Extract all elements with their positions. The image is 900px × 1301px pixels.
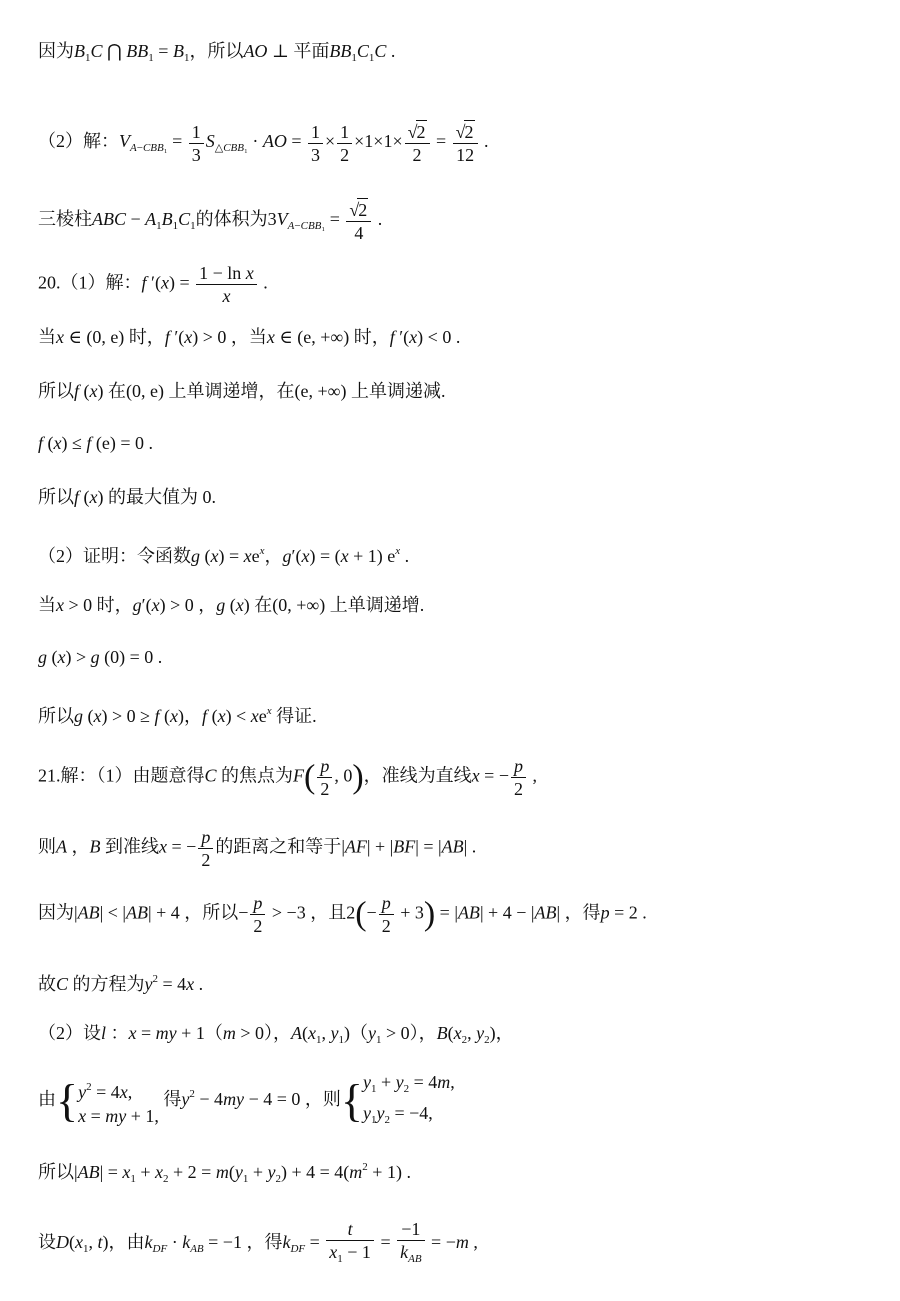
line-14: 则A ，B 到准线x = − $\frac{p}{2}$ 的距离之和等于|AF| + |BF| = |AB| .	[38, 827, 477, 870]
line-12: 所以g (x) > 0 ≥ f (x)，f $(x) < xe^x$ 得证.	[38, 705, 317, 726]
line-19: 所以$|AB| = x_1 + x_2 + 2 = m(y_1 + y_2) + 4 = 4(m^2 + 1)$ .	[38, 1161, 411, 1185]
line-10: 当x > 0 时，g′(x) > 0 ，g (x) 在(0, +∞) 上单调递增.	[38, 595, 425, 615]
line-4: 20.（1）解：f ′(x) = $\frac{\text{1 − ln x}}{x}$ .	[38, 263, 268, 306]
line-18: 由{ $y^2 = 4x$, x = my + 1, 得$y^2 - 4my - 4 = 0$ ，则{ $y_1 + y_2 = 4m$, $y_1y_2 = -4$,	[38, 1072, 455, 1126]
line-16: 故C 的方程为$y^2 = 4x$ .	[38, 973, 204, 994]
line-2: （2）解：$V_{A-CBB_1}$ = $\frac{1}{3}$ $S_{\triangle CBB_1}$ · AO = $\frac{1}{3}$ × $\frac{1}{2}$ ×1×1× $\frac{√2}{2}$ = $\frac{√2}{12}$ .	[38, 121, 489, 165]
line-5: 当x ∈ (0, e) 时，f ′(x) > 0 ，当x ∈ (e, +∞) 时，f ′(x) < 0 .	[38, 327, 461, 347]
line-17: （2）设l ：x = my + 1（m > 0），$A(x_1$, $y_1)(y_1 > 0)$，$B(x_2$, $y_2$)，	[38, 1023, 514, 1046]
line-8: 所以f (x) 的最大值为 0.	[38, 487, 217, 507]
line-20: 设$D(x_1$, t)，由$k_{DF} \cdot k_{AB} = -1$ ，得$k_{DF}$ = $\frac{t}{x_1 - 1}$ = $\frac{-1}{k_{AB}}$ = −m ,	[38, 1219, 478, 1265]
line-3: 三棱柱ABC − $A_1B_1C_1$的体积为$3V_{A-CBB_1}$ = $\frac{√2}{4}$ .	[38, 200, 383, 243]
line-13: 21.解：（1）由题意得C 的焦点为F( $\frac{p}{2}$ , 0)，准线为直线x = − $\frac{p}{2}$ ,	[38, 756, 537, 799]
line-15: 因为|AB| < |AB| + 4 ，所以− $\frac{p}{2}$ > −3 ，且2(− $\frac{p}{2}$ + 3) = |AB| + 4 − |AB| ，得p = 2 .	[38, 893, 647, 936]
line-6: 所以f (x) 在(0, e) 上单调递增，在(e, +∞) 上单调递减.	[38, 381, 446, 401]
line-7: f (x) ≤ f (e) = 0 .	[38, 433, 154, 453]
line-11: g (x) > g (0) = 0 .	[38, 647, 163, 667]
line-1: 因为$B_1C$ ⋂ $BB_1 = B_1$，所以AO ⊥ 平面$BB_1C_1C$ .	[38, 41, 396, 64]
line-9: （2）证明：令函数g $(x) = xe^x$，g′(x) = (x + 1) $e^x$ .	[38, 545, 410, 566]
